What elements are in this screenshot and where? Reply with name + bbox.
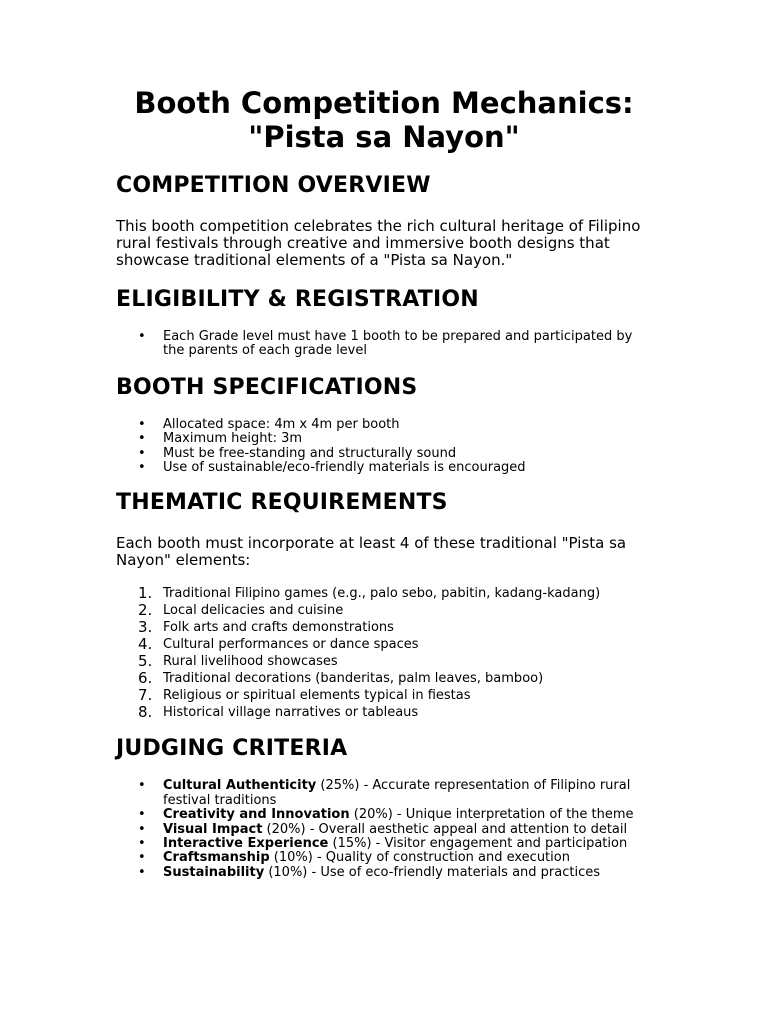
list-item	[116, 823, 652, 837]
list-item	[116, 636, 652, 653]
criterion-description: (25%) - Accurate representation of Filipino rural festival traditions	[163, 778, 631, 808]
overview-heading: COMPETITION OVERVIEW	[116, 173, 431, 198]
criterion-description: (20%) - Overall aesthetic appeal and attention to detail	[262, 821, 628, 837]
overview-paragraph: This booth competition celebrates the rich cultural heritage of Filipino rural festivals through creative and immersive booth designs that showcase traditional elements of a "Pista sa Nayon."	[116, 217, 641, 269]
document-title-line-2: "Pista sa Nayon"	[248, 120, 520, 154]
item-text: Rural livelihood showcases	[163, 654, 338, 670]
specifications-list	[116, 418, 652, 476]
list-item	[116, 687, 652, 704]
item-text: Historical village narratives or tableaus	[163, 705, 419, 721]
list-item	[116, 779, 652, 808]
list-item	[116, 670, 652, 687]
list-item	[116, 704, 652, 721]
item-text: Traditional decorations (banderitas, palm leaves, bamboo)	[163, 671, 544, 687]
list-item	[116, 602, 652, 619]
list-item	[116, 653, 652, 670]
criterion-name: Cultural Authenticity	[163, 778, 317, 794]
criterion-description: (20%) - Unique interpretation of the theme	[349, 807, 634, 823]
item-number: 1.	[138, 584, 153, 603]
item-text: Religious or spiritual elements typical in fiestas	[163, 688, 471, 704]
item-number: 8.	[138, 703, 153, 722]
item-number: 4.	[138, 635, 153, 654]
criterion-name: Sustainability	[163, 864, 265, 880]
document-page	[116, 86, 652, 880]
judging-list	[116, 779, 652, 880]
document-title	[116, 86, 652, 154]
thematic-intro: Each booth must incorporate at least 4 of these traditional "Pista sa Nayon" elements:	[116, 534, 627, 570]
eligibility-heading: ELIGIBILITY & REGISTRATION	[116, 287, 479, 312]
list-item	[116, 851, 652, 865]
list-item: • Allocated space: 4m x 4m per booth	[116, 418, 652, 432]
criterion-name: Craftsmanship	[163, 850, 270, 866]
item-number: 7.	[138, 686, 153, 705]
criterion-name: Creativity and Innovation	[163, 807, 350, 823]
list-item	[116, 866, 652, 880]
item-text: Cultural performances or dance spaces	[163, 637, 419, 653]
item-number: 2.	[138, 601, 153, 620]
list-item: • Must be free-standing and structurally sound	[116, 447, 652, 461]
list-item: • Maximum height: 3m	[116, 432, 652, 446]
list-item: • Each Grade level must have 1 booth to be prepared and participated by the parents of each grade level	[116, 330, 652, 359]
criterion-name: Interactive Experience	[163, 836, 329, 852]
list-item	[116, 585, 652, 602]
list-item: • Use of sustainable/eco-friendly materials is encouraged	[116, 461, 652, 475]
criterion-description: (10%) - Use of eco-friendly materials and practices	[264, 864, 600, 880]
criterion-name: Visual Impact	[163, 821, 263, 837]
document-title-line-1: Booth Competition Mechanics:	[134, 86, 634, 120]
thematic-heading: THEMATIC REQUIREMENTS	[116, 490, 448, 516]
list-item	[116, 808, 652, 822]
thematic-list	[116, 585, 652, 721]
item-text: Folk arts and crafts demonstrations	[163, 620, 394, 636]
item-number: 3.	[138, 618, 153, 637]
specifications-heading: BOOTH SPECIFICATIONS	[116, 374, 418, 400]
list-item	[116, 619, 652, 636]
item-number: 5.	[138, 652, 153, 671]
criterion-description: (10%) - Quality of construction and execution	[269, 850, 570, 866]
eligibility-list	[116, 330, 652, 359]
criterion-description: (15%) - Visitor engagement and participation	[328, 836, 628, 852]
list-item	[116, 837, 652, 851]
judging-heading: JUDGING CRITERIA	[116, 736, 348, 762]
item-text: Traditional Filipino games (e.g., palo sebo, pabitin, kadang-kadang)	[163, 586, 601, 602]
item-text: Local delicacies and cuisine	[163, 603, 344, 619]
item-number: 6.	[138, 669, 153, 688]
